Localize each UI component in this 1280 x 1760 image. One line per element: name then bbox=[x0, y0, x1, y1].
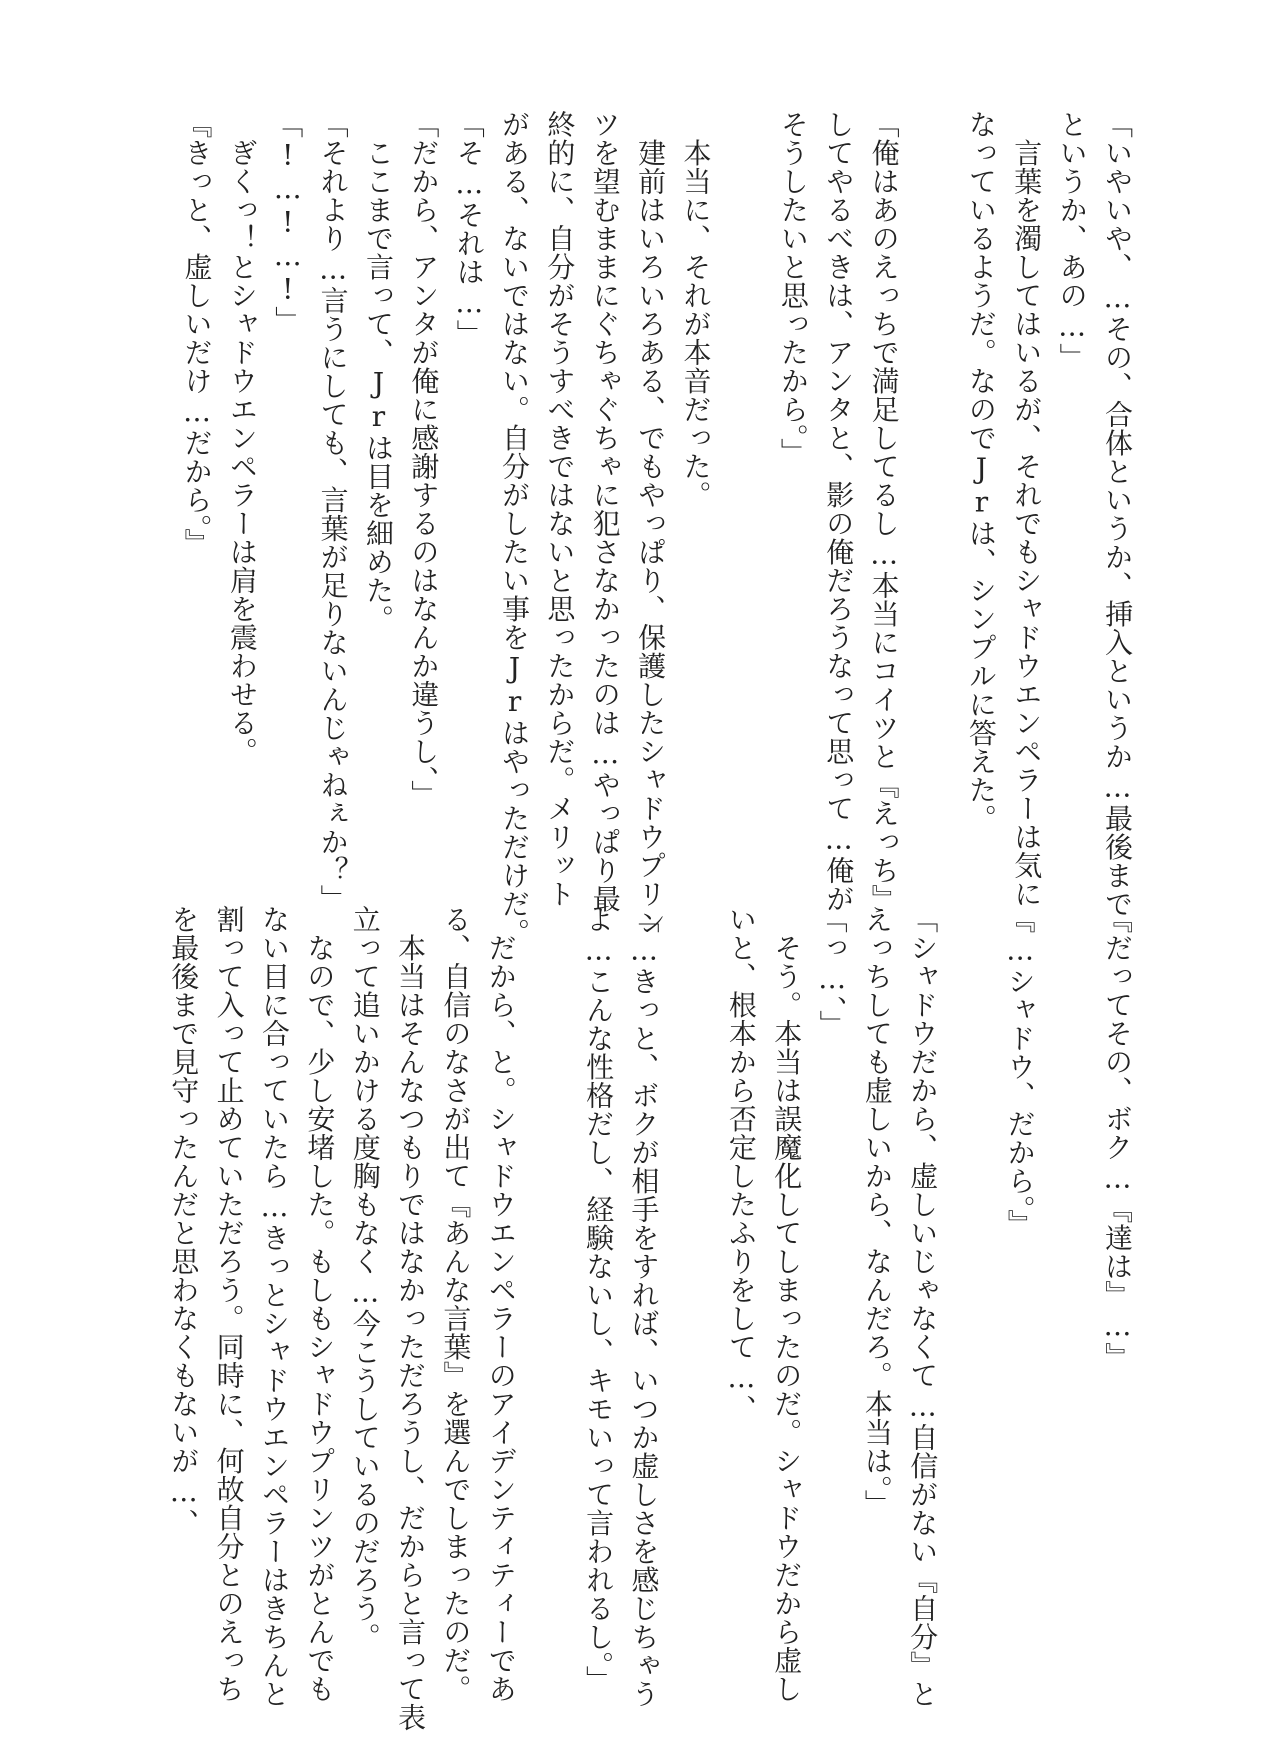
text-line: よ…こんな性格だし、経験ないし、キモいって言われるし。」 bbox=[582, 905, 616, 1694]
text-line: えっちしても虚しいから、なんだろ。本当は。」 bbox=[860, 905, 894, 1518]
text-line: 『きっと、虚しいだけ…だから。』 bbox=[180, 110, 214, 557]
text-line: ない目に合っていたら…きっとシャドウエンペラーはきちんと bbox=[257, 905, 291, 1708]
text-line: 建前はいろいろある、でもやっぱり、保護したシャドウプリン bbox=[634, 110, 668, 937]
text-line: ぎくっ！とシャドウエンペラーは肩を震わせる。 bbox=[225, 110, 259, 766]
text-line: 「っ…、」 bbox=[815, 905, 849, 1039]
text-line: 「いやいや、…その、合体というか、挿入というか…最後まで bbox=[1101, 110, 1134, 918]
text-line: 終的に、自分がそうすべきではないと思ったからだ。メリット bbox=[543, 110, 577, 908]
text-line: ツを望むままにぐちゃぐちゃに犯さなかったのは…やっぱり最 bbox=[588, 110, 622, 913]
text-line: なっているようだ。なのでJrは、シンプルに答えた。 bbox=[964, 110, 998, 833]
paragraph-gap bbox=[666, 905, 718, 1665]
text-line: 本当はそんなつもりではなかっただろうし、だからと言って表 bbox=[394, 905, 428, 1732]
text-line: る、自信のなさが出て『あんな言葉』を選んでしまったのだ。 bbox=[439, 905, 473, 1703]
text-block-lower bbox=[130, 905, 1140, 1732]
text-line: 『…シャドウ、だから。』 bbox=[1003, 905, 1037, 1238]
text-line: 立って追いかける度胸もなく…今こうしているのだろう。 bbox=[348, 905, 382, 1651]
text-line: 「シャドウだから、虚しいじゃなくて…自信がない『自分』と bbox=[906, 905, 940, 1708]
text-line: そう。本当は誤魔化してしまったのだ。シャドウだから虚し bbox=[770, 905, 804, 1703]
text-line: 「…きっと、ボクが相手をすれば、いつか虚しさを感じちゃう bbox=[627, 905, 661, 1708]
text-line: 「そ…それは…」 bbox=[452, 110, 486, 348]
text-line: なので、少し安堵した。もしもシャドウプリンツがとんでも bbox=[303, 905, 337, 1703]
text-line: 言葉を濁してはいるが、それでもシャドウエンペラーは気に bbox=[1010, 110, 1044, 908]
text-line: 割って入って止めていただろう。同時に、何故自分とのえっち bbox=[212, 905, 246, 1703]
text-line: 『だってその、ボク…『達は』…』 bbox=[1101, 905, 1134, 1371]
text-line: 本当に、それが本音だった。 bbox=[679, 110, 713, 509]
paragraph-gap bbox=[718, 110, 770, 870]
text-line: だから、と。シャドウエンペラーのアイデンティティーであ bbox=[484, 905, 518, 1703]
paragraph-gap bbox=[524, 905, 576, 1665]
text-line: がある、ないではない。自分がしたい事をJrはやっただけだ。 bbox=[498, 110, 532, 947]
text-line: 「!…!…!」 bbox=[271, 110, 305, 335]
text-line: いと、根本から否定したふりをして…、 bbox=[724, 905, 758, 1423]
text-line: そうしたいと思ったから。」 bbox=[776, 110, 810, 467]
text-line: を最後まで見守ったんだと思わなくもないが…、 bbox=[167, 905, 201, 1537]
text-line: というか、あの…」 bbox=[1055, 110, 1089, 372]
text-line: してやるべきは、アンタと、影の俺だろうなって思って…俺が bbox=[822, 110, 856, 913]
text-line: 「だから、アンタが俺に感謝するのはなんか違うし、」 bbox=[407, 110, 441, 809]
paragraph-gap bbox=[907, 110, 959, 870]
text-line: 「俺はあのえっちで満足してるし…本当にコイツと『えっち』 bbox=[867, 110, 901, 913]
text-line: 「それより…言うにしても、言葉が足りないんじゃねぇか？」 bbox=[316, 110, 350, 913]
paragraph-gap bbox=[1043, 905, 1095, 1665]
text-line: ここまで言って、Jrは目を細めた。 bbox=[361, 110, 395, 633]
text-block-upper bbox=[130, 110, 1140, 947]
paragraph-gap bbox=[945, 905, 997, 1665]
